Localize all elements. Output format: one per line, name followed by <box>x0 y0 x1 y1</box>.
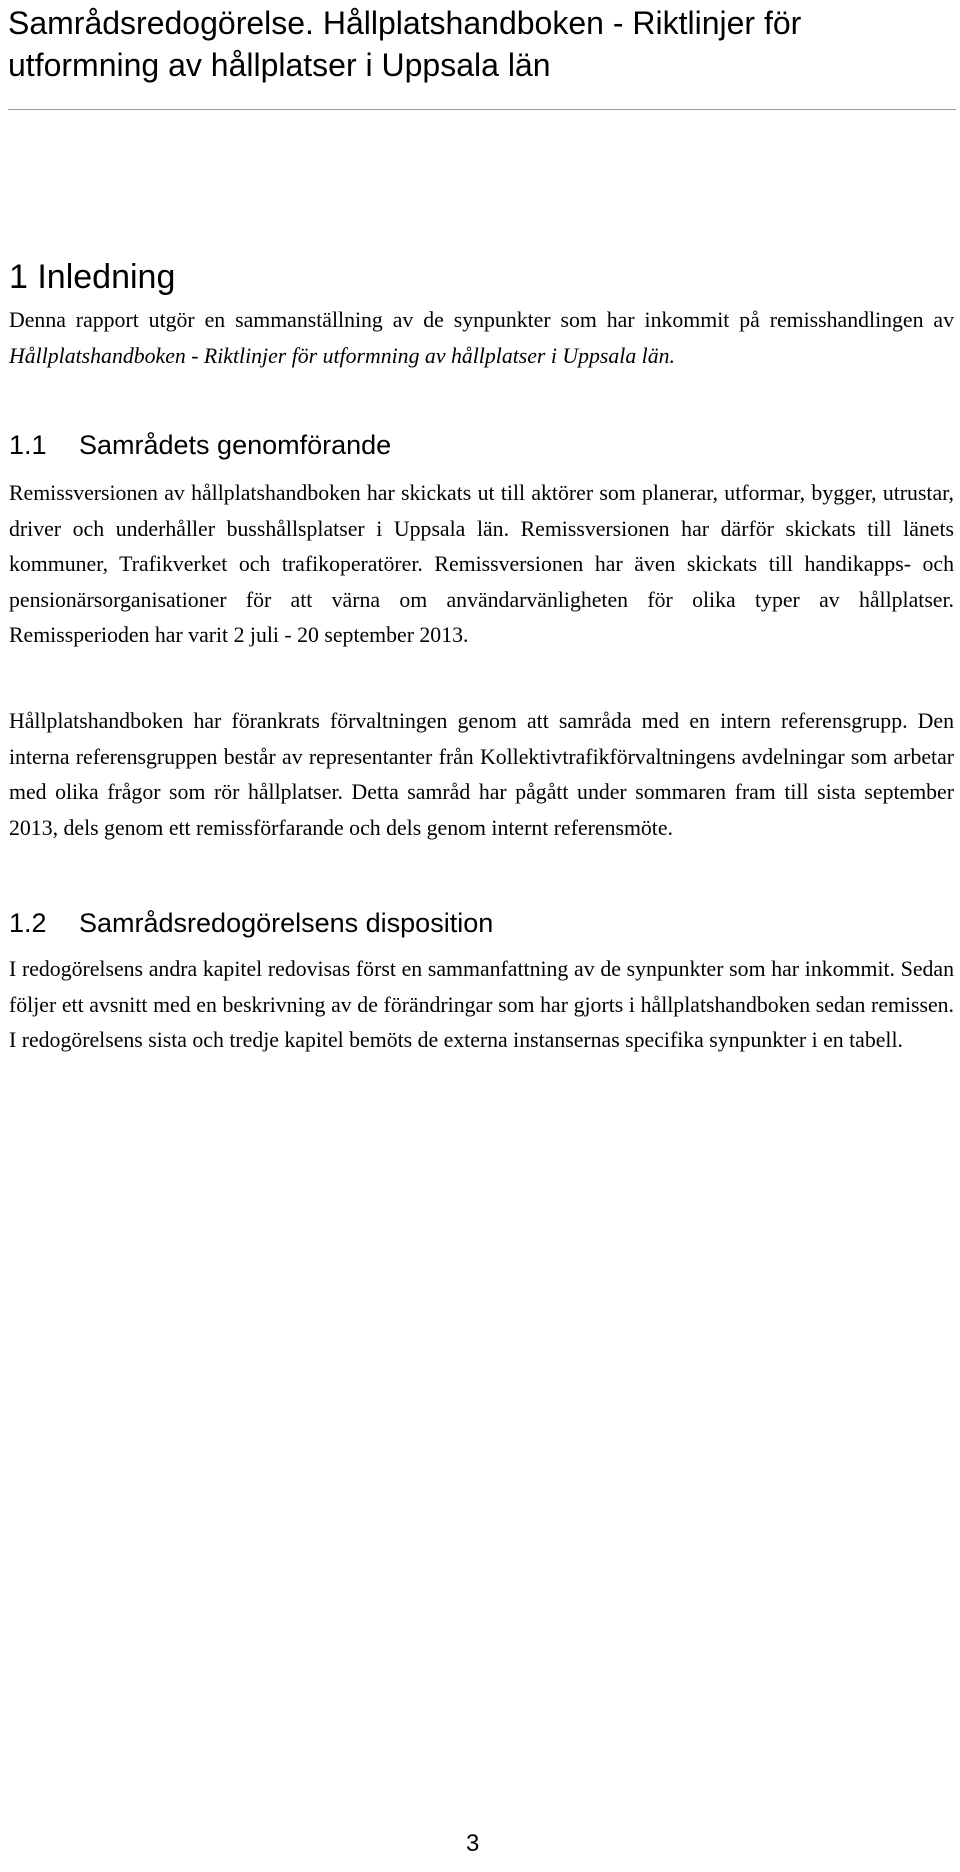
paragraph-hallplatshandboken: Hållplatshandboken har förankrats förvaltningen genom att samråda med en intern referensgrupp. Den interna referensgruppen består av representanter från Kollektivtrafikförvaltningens avdelningar som arbetar med olika frågor som rör hållplatser. Detta samråd har pågått under sommaren fram till sista september 2013, dels genom ett remissförfarande och dels genom internt referensmöte. <box>9 709 954 840</box>
section-number: 1.1 <box>9 430 47 460</box>
document-title: Samrådsredogörelse. Hållplatshandboken - Riktlinjer för utformning av hållplatser i Uppsala län <box>8 5 802 83</box>
section-title: Samrådets genomförande <box>79 430 392 460</box>
paragraph-remissversionen: Remissversionen av hållplatshandboken har skickats ut till aktörer som planerar, utformar, bygger, utrustar, driver och underhåller busshållsplatser i Uppsala län. Remissversionen har därför skickats till länets kommuner, Trafikverket och trafikoperatörer. Remissversionen har även skickats till handikapps- och pensionärsorganisationer för att värna om användarvänligheten för olika typer av hållplatser. Remissperioden har varit 2 juli - 20 september 2013. <box>9 481 954 647</box>
heading-disposition <box>9 906 493 940</box>
section-number: 1.2 <box>9 908 47 938</box>
section-title: Samrådsredogörelsens disposition <box>79 908 494 938</box>
intro-document-name: Hållplatshandboken - Riktlinjer för utformning av hållplatser i Uppsala län. <box>9 343 675 368</box>
heading-samradets-genomforande <box>9 428 391 462</box>
intro-paragraph <box>9 303 954 374</box>
page-number: 3 <box>466 1830 480 1857</box>
heading-inledning: 1 Inledning <box>9 258 176 296</box>
paragraph-disposition: I redogörelsens andra kapitel redovisas först en sammanfattning av de synpunkter som har inkommit. Sedan följer ett avsnitt med en beskrivning av de förändringar som har gjorts i hållplatshandboken sedan remissen. I redogörelsens sista och tredje kapitel bemöts de externa instansernas specifika synpunkter i en tabell. <box>9 957 954 1052</box>
title-divider <box>8 109 956 110</box>
intro-text: Denna rapport utgör en sammanställning av de synpunkter som har inkommit på remisshandlingen av <box>9 308 954 332</box>
